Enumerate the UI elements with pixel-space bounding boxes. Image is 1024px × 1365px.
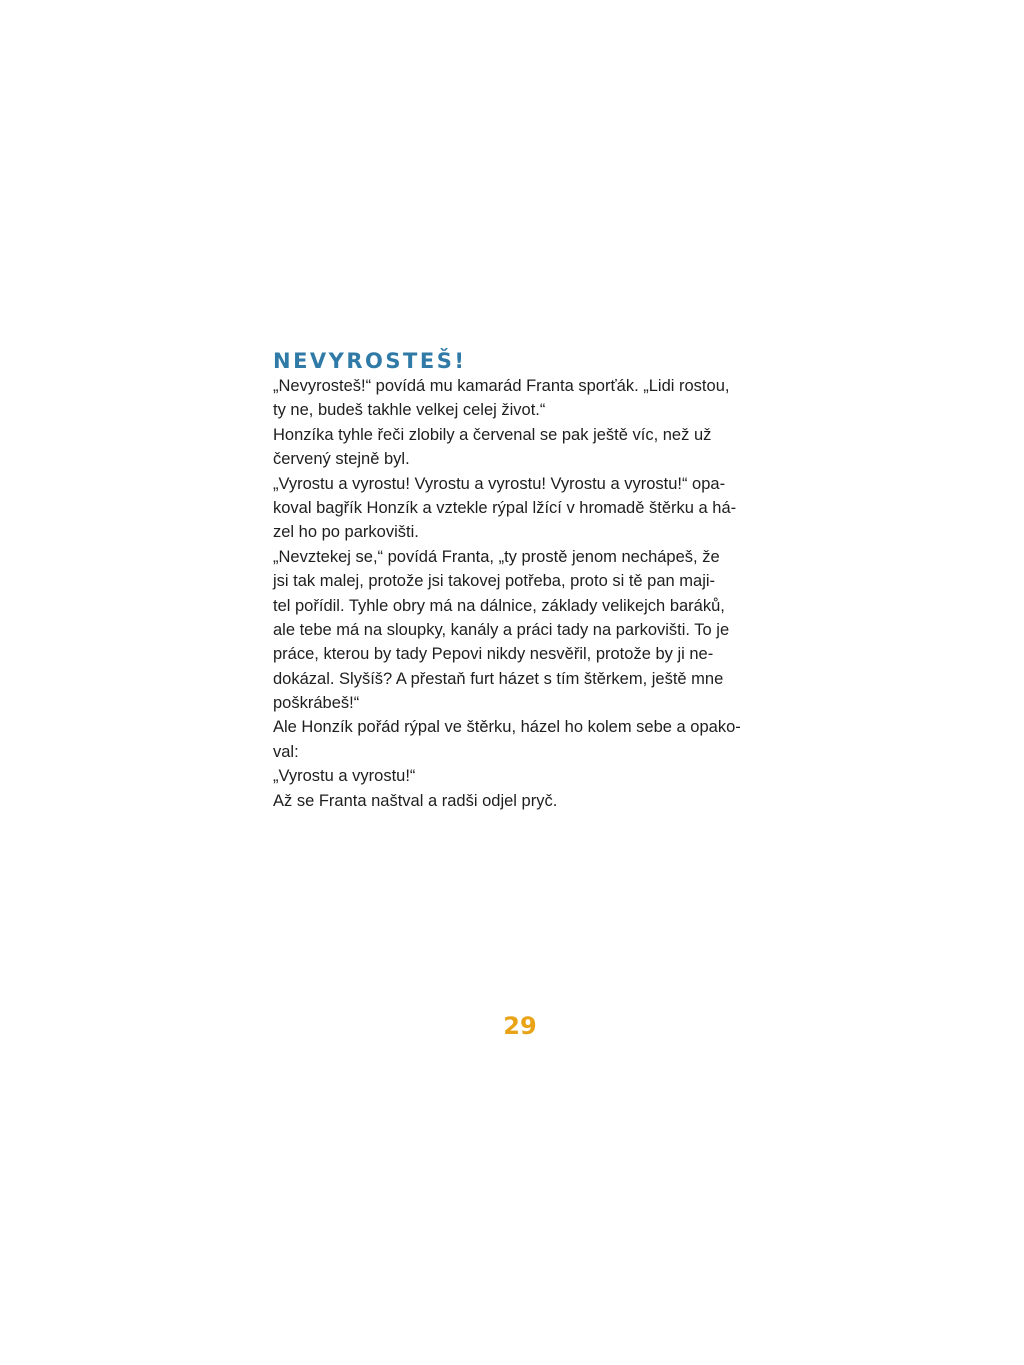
text-line: ty ne, budeš takhle velkej celej život.“ bbox=[273, 401, 546, 420]
text-line: práce, kterou by tady Pepovi nikdy nesvěřil, protože by ji ne- bbox=[273, 645, 714, 664]
text-line: Až se Franta naštval a radši odjel pryč. bbox=[273, 791, 558, 810]
text-line: poškrábeš!“ bbox=[273, 694, 360, 713]
text-line: „Nevztekej se,“ povídá Franta, „ty prostě jenom nechápeš, že bbox=[273, 547, 720, 566]
text-line: „Vyrostu a vyrostu! Vyrostu a vyrostu! Vyrostu a vyrostu!“ opa- bbox=[273, 474, 726, 493]
text-line: červený stejně byl. bbox=[273, 450, 410, 469]
text-line: ale tebe má na sloupky, kanály a práci tady na parkovišti. To je bbox=[273, 620, 730, 639]
text-line: dokázal. Slyšíš? A přestaň furt házet s tím štěrkem, ještě mne bbox=[273, 669, 724, 688]
text-line: jsi tak malej, protože jsi takovej potřeba, proto si tě pan maji- bbox=[273, 572, 716, 591]
page-number: 29 bbox=[503, 1012, 537, 1040]
text-line: „Vyrostu a vyrostu!“ bbox=[273, 767, 416, 786]
chapter-title: NEVYROSTEŠ! bbox=[273, 349, 467, 373]
text-line: Honzíka tyhle řeči zlobily a červenal se pak ještě víc, než už bbox=[273, 425, 712, 444]
text-line: zel ho po parkovišti. bbox=[273, 523, 419, 542]
text-line: koval bagřík Honzík a vztekle rýpal lžící v hromadě štěrku a há- bbox=[273, 498, 737, 517]
chapter-body bbox=[273, 374, 773, 813]
text-line: „Nevyrosteš!“ povídá mu kamarád Franta sporťák. „Lidi rostou, bbox=[273, 377, 730, 395]
text-line: val: bbox=[273, 742, 299, 761]
text-line: tel pořídil. Tyhle obry má na dálnice, základy velikejch baráků, bbox=[273, 596, 725, 615]
text-line: Ale Honzík pořád rýpal ve štěrku, házel ho kolem sebe a opako- bbox=[273, 718, 741, 737]
